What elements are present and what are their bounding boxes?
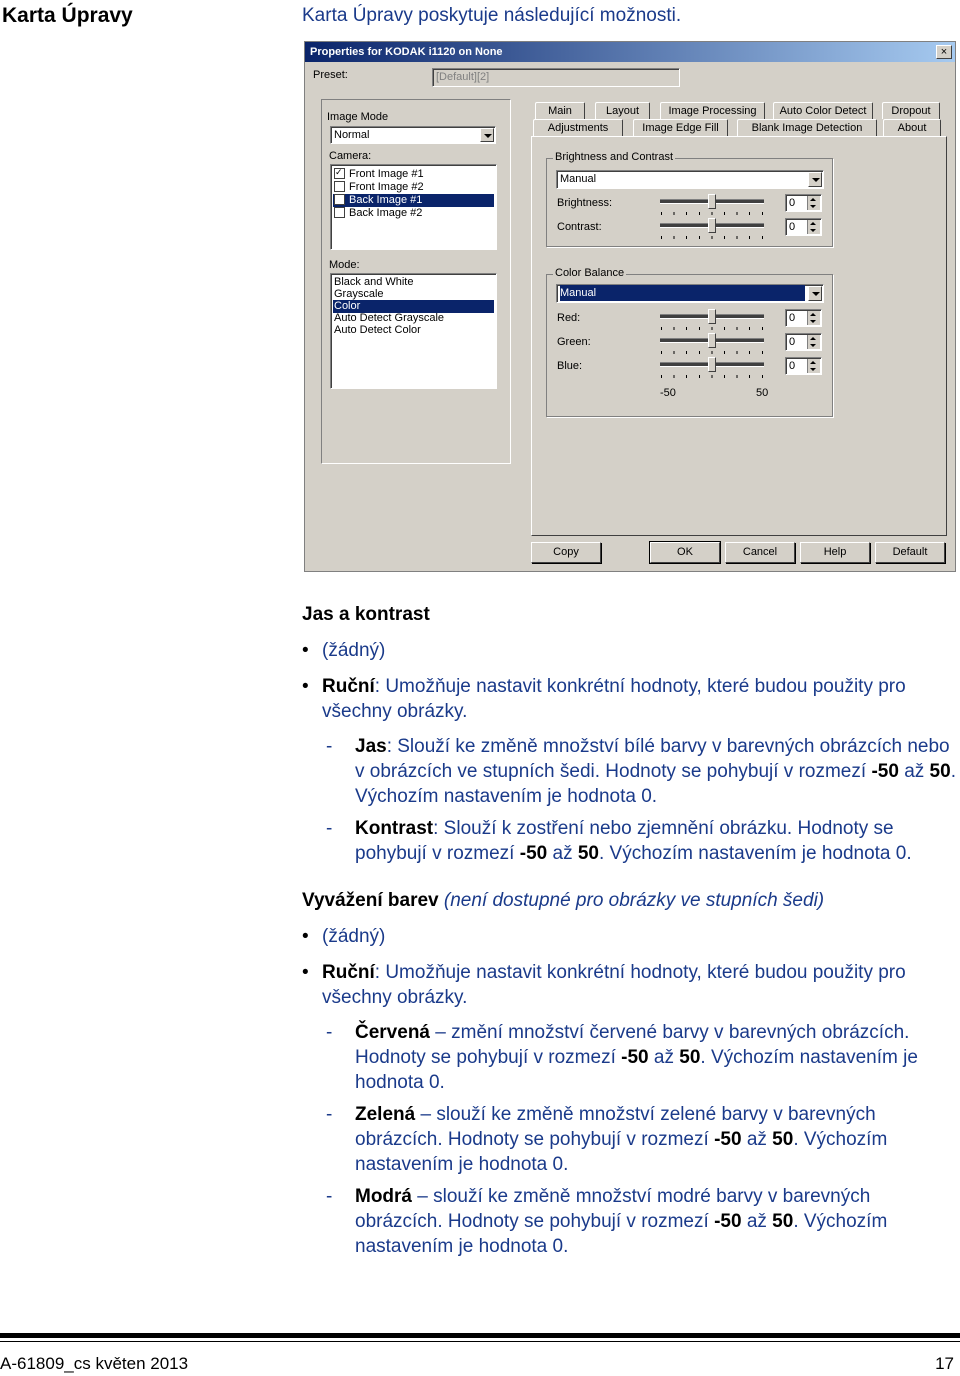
brightness-spinner[interactable]: 0	[785, 194, 822, 212]
camera-label: Camera:	[329, 150, 372, 162]
brightness-contrast-dropdown[interactable]: Manual	[556, 170, 824, 189]
color-balance-label: Color Balance	[555, 267, 625, 279]
green-spinner[interactable]: 0	[785, 333, 822, 351]
tab-layout[interactable]: Layout	[595, 102, 650, 119]
image-mode-dropdown[interactable]	[330, 126, 496, 144]
spin-arrows-icon[interactable]	[807, 311, 820, 325]
slider-thumb[interactable]	[708, 194, 716, 209]
spin-arrows-icon[interactable]	[807, 220, 820, 234]
tab-about[interactable]: About	[883, 119, 941, 136]
brightness-slider[interactable]	[658, 194, 766, 218]
spin-arrows-icon[interactable]	[807, 335, 820, 349]
dialog-title: Properties for KODAK i1120 on None	[305, 42, 955, 62]
cancel-button[interactable]: Cancel	[725, 542, 795, 563]
slider-thumb[interactable]	[708, 333, 716, 348]
tab-image-processing[interactable]: Image Processing	[660, 102, 765, 119]
checkbox-icon[interactable]	[334, 207, 345, 218]
footer-rule-thin	[0, 1341, 960, 1342]
list-item: - Zelená – slouží ke změně množství zelené barvy v barevných obrázcích. Hodnoty se pohybují v rozmezí -50 až 50. Výchozím nastavením je hodnota 0.	[302, 1102, 958, 1177]
contrast-slider[interactable]	[658, 218, 766, 242]
spin-arrows-icon[interactable]	[807, 196, 820, 210]
tab-main[interactable]: Main	[535, 102, 585, 119]
intro-text: Karta Úpravy poskytuje následující možnosti.	[302, 5, 682, 26]
camera-item[interactable]: ✓Front Image #1	[333, 168, 494, 181]
brightness-contrast-label: Brightness and Contrast	[555, 151, 674, 163]
color-balance-dropdown[interactable]: Manual	[556, 284, 824, 303]
checkbox-icon[interactable]	[334, 194, 345, 205]
camera-item[interactable]: Back Image #2	[333, 207, 494, 220]
preset-label: Preset:	[313, 69, 348, 81]
camera-list[interactable]	[330, 164, 497, 250]
list-item: - Červená – změní množství červené barvy v barevných obrázcích. Hodnoty se pohybují v rozmezí -50 až 50. Výchozím nastavením je hodnota 0.	[302, 1020, 958, 1095]
camera-item-selected[interactable]: Back Image #1	[333, 194, 494, 207]
contrast-label: Contrast:	[557, 221, 602, 233]
page-number: 17	[935, 1354, 954, 1373]
chevron-down-icon[interactable]	[480, 128, 494, 142]
mode-list[interactable]	[330, 273, 497, 389]
mode-item[interactable]: Auto Detect Grayscale	[334, 312, 445, 324]
ok-button[interactable]: OK	[650, 542, 720, 563]
default-button[interactable]: Default	[875, 542, 945, 563]
list-item: • (žádný)	[302, 924, 958, 949]
side-title: Karta Úpravy	[2, 4, 133, 27]
list-item: • Ruční: Umožňuje nastavit konkrétní hodnoty, které budou použity pro všechny obrázky.	[302, 960, 958, 1010]
slider-thumb[interactable]	[708, 357, 716, 372]
footer-rule	[0, 1333, 960, 1338]
close-icon[interactable]: ×	[936, 45, 952, 59]
image-mode-value: Normal	[334, 129, 370, 141]
help-button[interactable]: Help	[800, 542, 870, 563]
chevron-down-icon[interactable]	[808, 286, 822, 301]
copy-button[interactable]: Copy	[531, 542, 601, 563]
list-item: - Modrá – slouží ke změně množství modré barvy v barevných obrázcích. Hodnoty se pohybují v rozmezí -50 až 50. Výchozím nastavením je hodnota 0.	[302, 1184, 958, 1259]
tab-adjustments[interactable]: Adjustments	[533, 119, 623, 136]
slider-thumb[interactable]	[708, 218, 716, 233]
mode-item[interactable]: Grayscale	[334, 288, 384, 300]
body-text	[302, 602, 958, 1259]
mode-item[interactable]: Auto Detect Color	[334, 324, 421, 336]
checkbox-icon[interactable]	[334, 181, 345, 192]
list-item: • Ruční: Umožňuje nastavit konkrétní hodnoty, které budou použity pro všechny obrázky.	[302, 674, 958, 724]
camera-item[interactable]: Front Image #2	[333, 181, 494, 194]
mode-label: Mode:	[329, 259, 360, 271]
brightness-label: Brightness:	[557, 197, 613, 209]
balance-heading: Vyvážení barev (není dostupné pro obrázky ve stupních šedi)	[302, 890, 825, 911]
mode-item-selected[interactable]: Color	[333, 300, 494, 313]
scale-max: 50	[756, 387, 769, 399]
blue-slider[interactable]	[658, 357, 766, 381]
tab-blank-image-detection[interactable]: Blank Image Detection	[737, 119, 877, 136]
properties-dialog	[304, 41, 956, 572]
scale-min: -50	[660, 387, 676, 399]
blue-spinner[interactable]: 0	[785, 357, 822, 375]
green-label: Green:	[557, 336, 591, 348]
footer-doc-id: A-61809_cs květen 2013	[0, 1354, 189, 1373]
mode-item[interactable]: Black and White	[334, 276, 414, 288]
preset-field[interactable]: [Default][2]	[432, 68, 680, 87]
red-label: Red:	[557, 312, 581, 324]
red-spinner[interactable]: 0	[785, 309, 822, 327]
checkbox-checked-icon[interactable]	[334, 168, 345, 179]
green-slider[interactable]	[658, 333, 766, 357]
list-item: - Kontrast: Slouží k zostření nebo zjemnění obrázku. Hodnoty se pohybují v rozmezí -50 až 50. Výchozím nastavením je hodnota 0.	[302, 816, 958, 866]
chevron-down-icon[interactable]	[808, 172, 822, 187]
image-mode-label: Image Mode	[327, 111, 389, 123]
list-item: - Jas: Slouží ke změně množství bílé barvy v barevných obrázcích nebo v obrázcích ve stupních šedi. Hodnoty se pohybují v rozmezí -50 až 50. Výchozím nastavením je hodnota 0.	[302, 734, 958, 809]
tab-dropout[interactable]: Dropout	[882, 102, 940, 119]
red-slider[interactable]	[658, 309, 766, 333]
contrast-spinner[interactable]: 0	[785, 218, 822, 236]
spin-arrows-icon[interactable]	[807, 359, 820, 373]
blue-label: Blue:	[557, 360, 583, 372]
list-item: • (žádný)	[302, 638, 958, 663]
tab-image-edge-fill[interactable]: Image Edge Fill	[633, 119, 728, 136]
jas-heading: Jas a kontrast	[302, 604, 430, 625]
slider-thumb[interactable]	[708, 309, 716, 324]
tab-auto-color-detect[interactable]: Auto Color Detect	[773, 102, 873, 119]
